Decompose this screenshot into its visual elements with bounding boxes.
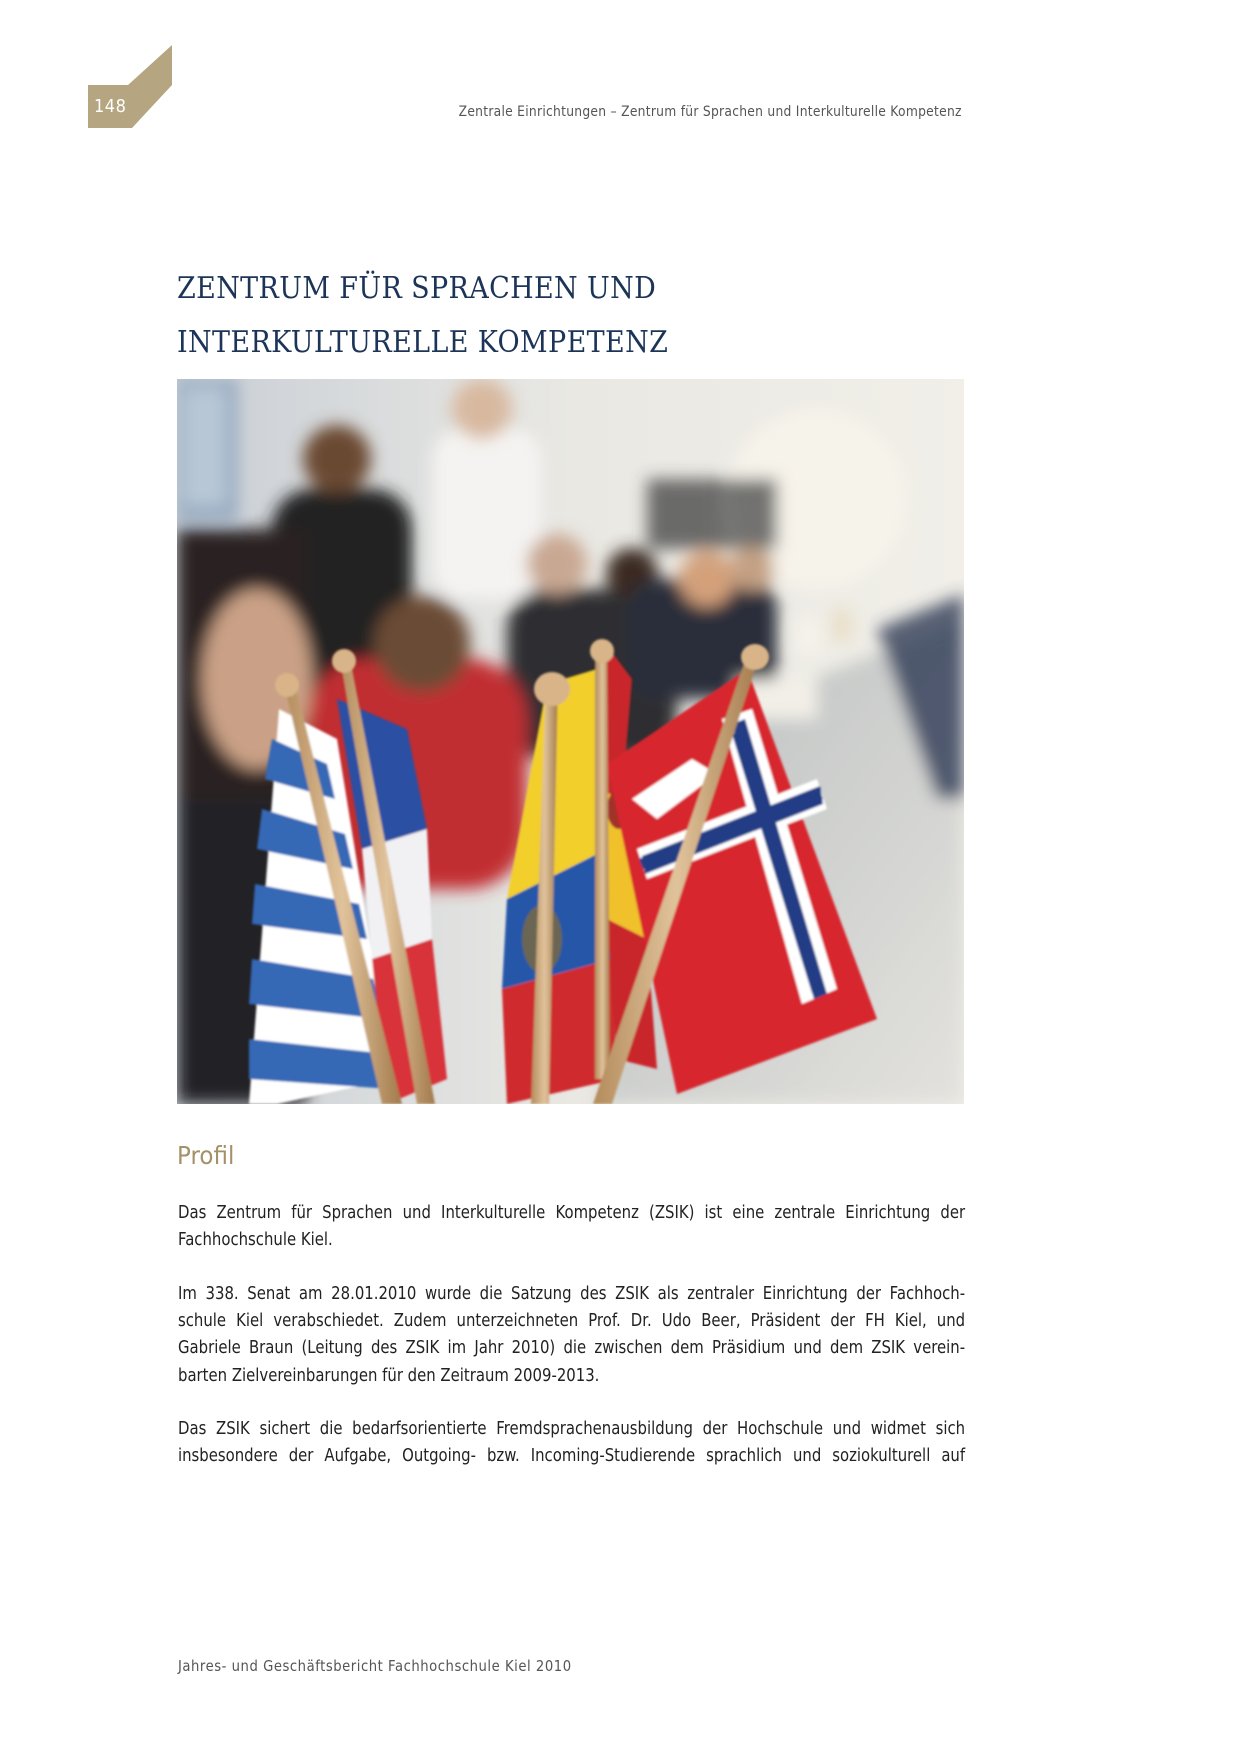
- page-title-line-2: INTERKULTURELLE KOMPETENZ: [177, 325, 669, 360]
- page-title-line-1: ZENTRUM FÜR SPRACHEN UND: [177, 271, 657, 306]
- seminar-photo: [177, 379, 964, 1104]
- text-line: Das Zentrum für Sprachen und Interkulturelle Kompetenz (ZSIK) ist eine zentrale Einrichtung der: [178, 1203, 966, 1223]
- page-title: [177, 262, 668, 370]
- text-line: schule Kiel verabschiedet. Zudem unterzeichneten Prof. Dr. Udo Beer, Präsident der FH Kiel, und: [178, 1311, 966, 1332]
- section-heading-profil: Profil: [177, 1141, 235, 1170]
- paragraph-intro: [178, 1200, 965, 1254]
- text-line: Im 338. Senat am 28.01.2010 wurde die Satzung des ZSIK als zentraler Einrichtung der Fachhoch-: [178, 1284, 966, 1304]
- paragraph-statute: [178, 1281, 965, 1390]
- paragraph-mission: [178, 1416, 965, 1470]
- text-line: insbesondere der Aufgabe, Outgoing- bzw. Incoming-Studierende sprachlich und soziokulturell auf: [178, 1446, 966, 1467]
- text-line: Gabriele Braun (Leitung des ZSIK im Jahr 2010) die zwischen dem Präsidium und dem ZSIK verein-: [178, 1338, 966, 1359]
- text-line: Fachhochschule Kiel.: [178, 1230, 333, 1251]
- text-line: Das ZSIK sichert die bedarfsorientierte Fremdsprachenausbildung der Hochschule und widmet sich: [178, 1419, 966, 1439]
- page-number: 148: [94, 96, 127, 117]
- text-line: barten Zielvereinbarungen für den Zeitraum 2009-2013.: [178, 1365, 600, 1386]
- page-footer: Jahres- und Geschäftsbericht Fachhochschule Kiel 2010: [178, 1657, 572, 1675]
- running-head: Zentrale Einrichtungen – Zentrum für Sprachen und Interkulturelle Kompetenz: [458, 104, 962, 120]
